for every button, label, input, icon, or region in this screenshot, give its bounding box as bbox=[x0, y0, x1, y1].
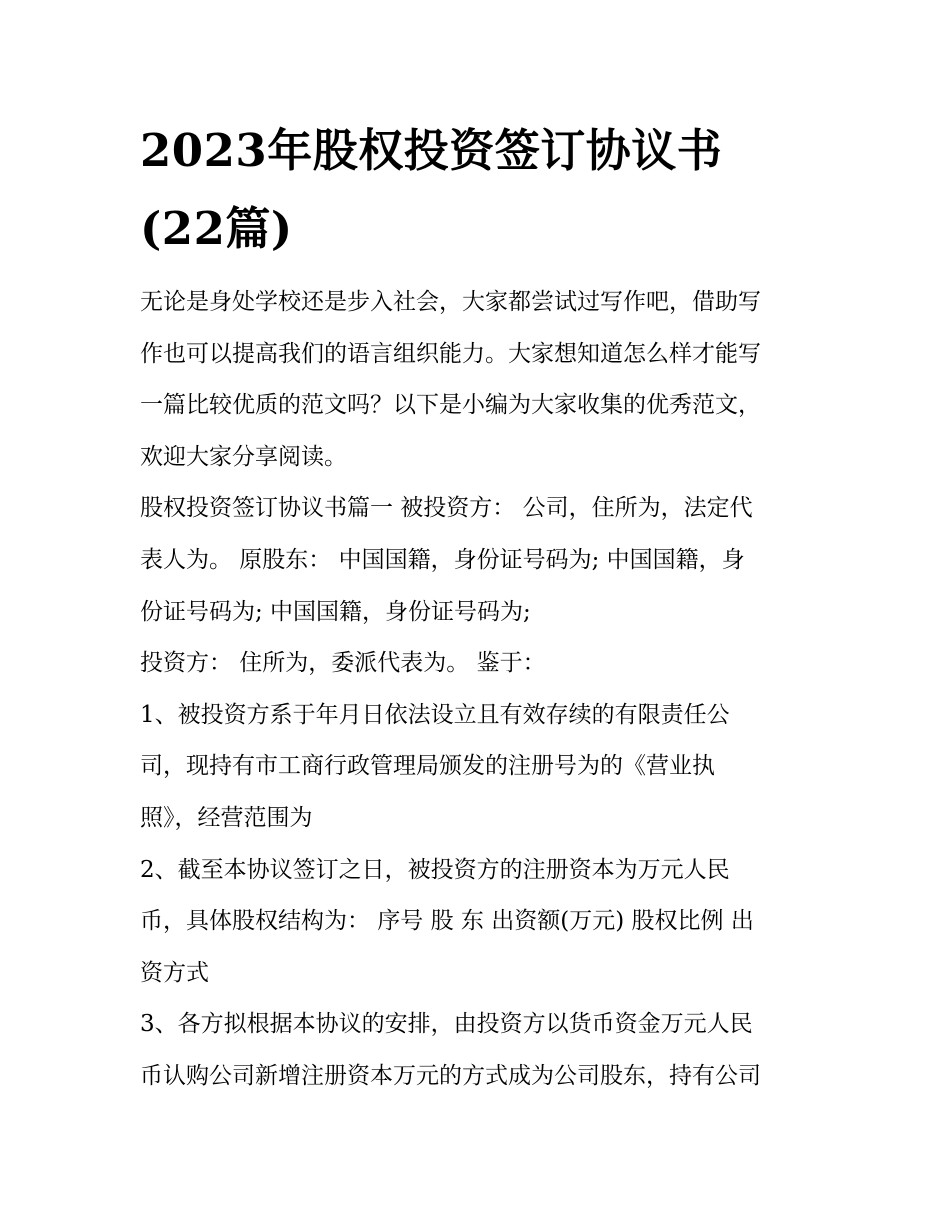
title-line-2: (22篇) bbox=[140, 202, 293, 255]
body-line: 照》，经营范围为 bbox=[140, 804, 313, 831]
body-line: 币，具体股权结构为： 序号 股 东 出资额(万元) 股权比例 出 bbox=[140, 908, 754, 935]
document-title bbox=[140, 112, 820, 268]
body-line: 资方式 bbox=[140, 959, 209, 986]
body-line: 作也可以提高我们的语言组织能力。大家想知道怎么样才能写 bbox=[140, 340, 761, 367]
body-line: 3、各方拟根据本协议的安排，由投资方以货币资金万元人民 bbox=[140, 1011, 753, 1038]
document-body bbox=[140, 277, 830, 1103]
body-line: 欢迎大家分享阅读。 bbox=[140, 443, 347, 470]
body-line: 无论是身处学校还是步入社会，大家都尝试过写作吧，借助写 bbox=[140, 289, 761, 315]
body-line: 司，现持有市工商行政管理局颁发的注册号为的《营业执 bbox=[140, 753, 715, 780]
body-line: 1、被投资方系于年月日依法设立且有效存续的有限责任公 bbox=[140, 701, 730, 728]
body-line: 一篇比较优质的范文吗？以下是小编为大家收集的优秀范文， bbox=[140, 392, 761, 419]
body-line: 2、截至本协议签订之日，被投资方的注册资本为万元人民 bbox=[140, 856, 730, 883]
body-line: 份证号码为; 中国国籍，身份证号码为; bbox=[140, 598, 531, 625]
body-line: 投资方： 住所为，委派代表为。 鉴于： bbox=[140, 650, 546, 677]
title-line-1: 2023年股权投资签订协议书 bbox=[140, 124, 723, 177]
body-line: 股权投资签订协议书篇一 被投资方： 公司，住所为，法定代 bbox=[140, 495, 753, 522]
body-line: 币认购公司新增注册资本万元的方式成为公司股东，持有公司 bbox=[140, 1062, 761, 1089]
body-line: 表人为。 原股东： 中国国籍，身份证号码为; 中国国籍，身 bbox=[140, 546, 745, 573]
